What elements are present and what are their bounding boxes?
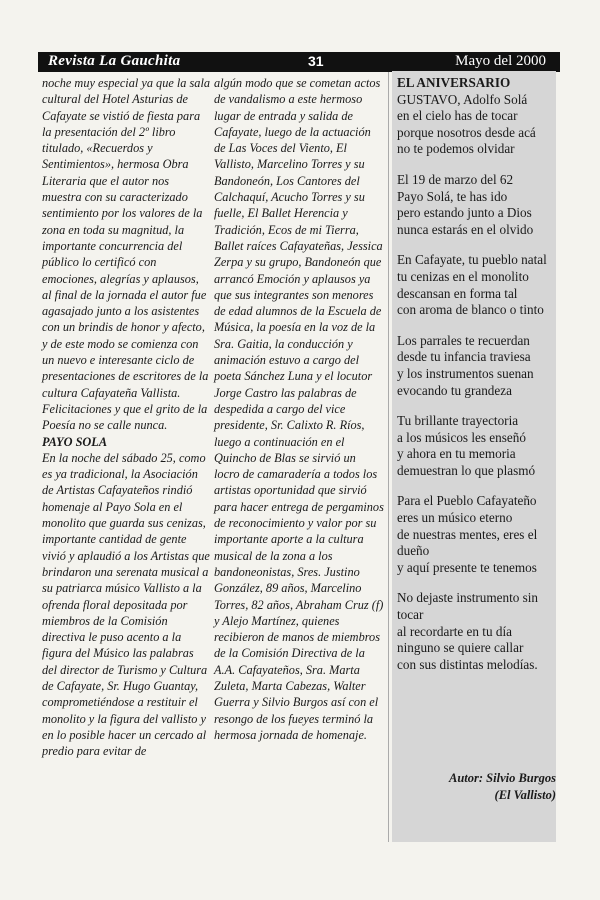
poem-stanza — [397, 493, 555, 576]
poem-line: Tu brillante trayectoria — [397, 413, 519, 429]
article-column-2 — [214, 75, 384, 743]
magazine-title: Revista La Gauchita — [48, 53, 181, 69]
column-divider — [388, 72, 389, 842]
poem-line: y aquí presente te tenemos — [397, 559, 537, 575]
poem-line: en el cielo has de tocar — [397, 108, 518, 124]
poem-stanza — [397, 590, 555, 673]
article-paragraph: En la noche del sábado 25, como es ya tradicional, la Asociación de Artistas Cafayateños rindió homenaje al Payo Sola en el monolito que guarda sus cenizas, importante cantidad de gente vivió y aplaudió a los Artistas que brindaron una serenata musical a su patriarca músico Vallisto a la ofrenda floral depositada por miembros de la Comisión directiva le puso acento a la figura del Músico las palabras del director de Turismo y Cultura de Cafayate, Sr. Hugo Guantay, comprometiéndose a restituir el monolito y la figura del vallisto y en lo posible hacer un cercado al predio para evitar de — [42, 450, 210, 759]
poem-line: No dejaste instrumento sin tocar — [397, 590, 539, 623]
poem-line: con aroma de blanco o tinto — [397, 302, 544, 318]
poem-stanzas — [397, 92, 555, 674]
poem-line: con sus distintas melodías. — [397, 656, 538, 672]
author-name: Autor: Silvio Burgos — [449, 771, 556, 785]
poem-author — [449, 770, 556, 804]
poem-line: ninguno se quiere callar — [397, 640, 524, 656]
article-column-1 — [42, 75, 210, 759]
poem-line: evocando tu grandeza — [397, 382, 512, 398]
poem-line: porque nosotros desde acá — [397, 124, 536, 140]
poem-line: de nuestras mentes, eres el dueño — [397, 526, 538, 559]
poem-line: pero estando junto a Dios — [397, 205, 532, 221]
poem-line: nunca estarás en el olvido — [397, 221, 534, 237]
poem-line: y ahora en tu memoria — [397, 446, 516, 462]
poem-line: al recordarte en tu día — [397, 623, 512, 639]
poem-stanza — [397, 92, 555, 158]
issue-date: Mayo del 2000 — [455, 53, 546, 69]
poem-line: tu cenizas en el monolito — [397, 268, 529, 284]
poem-line: Para el Pueblo Cafayateño — [397, 493, 537, 509]
poem-line: descansan en forma tal — [397, 285, 518, 301]
poem-line: a los músicos les enseñó — [397, 429, 526, 445]
poem-stanza — [397, 252, 555, 318]
poem-line: Los parrales te recuerdan — [397, 332, 530, 348]
poem-line: desde tu infancia traviesa — [397, 349, 531, 365]
poem-box — [397, 75, 555, 687]
poem-stanza — [397, 172, 555, 238]
poem-line: demuestran lo que plasmó — [397, 462, 536, 478]
article-paragraph: noche muy especial ya que la sala cultural del Hotel Asturias de Cafayate se vistió de fiesta para la presentación del 2º libro titulado, «Recuerdos y Sentimientos», hermosa Obra Literaria que el autor nos muestra con su caracterizado sentimiento por los valores de la zona en toda su magnitud, la importante concurrencia del público lo certificó con emociones, alegrías y aplausos, al final de la jornada el autor fue agasajado junto a los asistentes con un brindis de honor y afecto, y de este modo se comienza con un nuevo e interesante ciclo de presentaciones de escritores de la cultura Cafayateña Vallista. Felicitaciones y que el grito de la Poesía no se calle nunca. — [42, 76, 211, 433]
poem-stanza — [397, 413, 555, 479]
author-alias: (El Vallisto) — [494, 788, 556, 802]
poem-line: El 19 de marzo del 62 — [397, 171, 514, 187]
poem-line: no te podemos olvidar — [397, 141, 515, 157]
page-header — [38, 52, 560, 72]
poem-title: EL ANIVERSARIO — [397, 75, 511, 90]
poem-line: GUSTAVO, Adolfo Solá — [397, 91, 528, 107]
poem-line: Payo Solá, te has ido — [397, 188, 508, 204]
article-paragraph: algún modo que se cometan actos de vandalismo a este hermoso lugar de entrada y salida de Cafayate, luego de la actuación de Las Voces del Viento, El Vallisto, Marcelino Torres y su Bandoneón, Los Cantores del Calchaquí, Acucho Torres y su fuelle, El Ballet Herencia y Tradición, Ecos de mi Tierra, Ballet raíces Cafayateñas, Jessica Zerpa y su grupo, Bandoneón que arrancó Emoción y aplausos ya que sus integrantes son menores de edad alumnos de la Escuela de Música, la poesía en la voz de la Sra. Gaitia, la conducción y animación estuvo a cargo del poeta Sánchez Luna y el locutor Jorge Castro las palabras de despedida a cargo del vice presidente, Sr. Calixto R. Ríos, luego a continuación en el Quincho de Blas se sirvió un locro de camaradería a todos los artistas oportunidad que sirvió para hacer entrega de pergaminos de reconocimiento y valor por su importante aporte a la cultura musical de la zona a los bandoneonistas, Sres. Justino González, 89 años, Marcelino Torres, 82 años, Abraham Cruz (f) y Alejo Martínez, quienes recibieron de manos de miembros de la Comisión Directiva de la A.A. Cafayateños, Sra. Marta Zuleta, Marta Cabezas, Walter Guerra y Silvio Burgos así con el resongo de los fueyes terminó la hermosa jornada de homenaje. — [214, 76, 384, 742]
poem-line: eres un músico eterno — [397, 510, 513, 526]
page-number: 31 — [308, 53, 324, 69]
poem-stanza — [397, 333, 555, 399]
poem-line: En Cafayate, tu pueblo natal — [397, 252, 547, 268]
section-subheading: PAYO SOLA — [42, 434, 108, 449]
poem-line: y los instrumentos suenan — [397, 365, 534, 381]
